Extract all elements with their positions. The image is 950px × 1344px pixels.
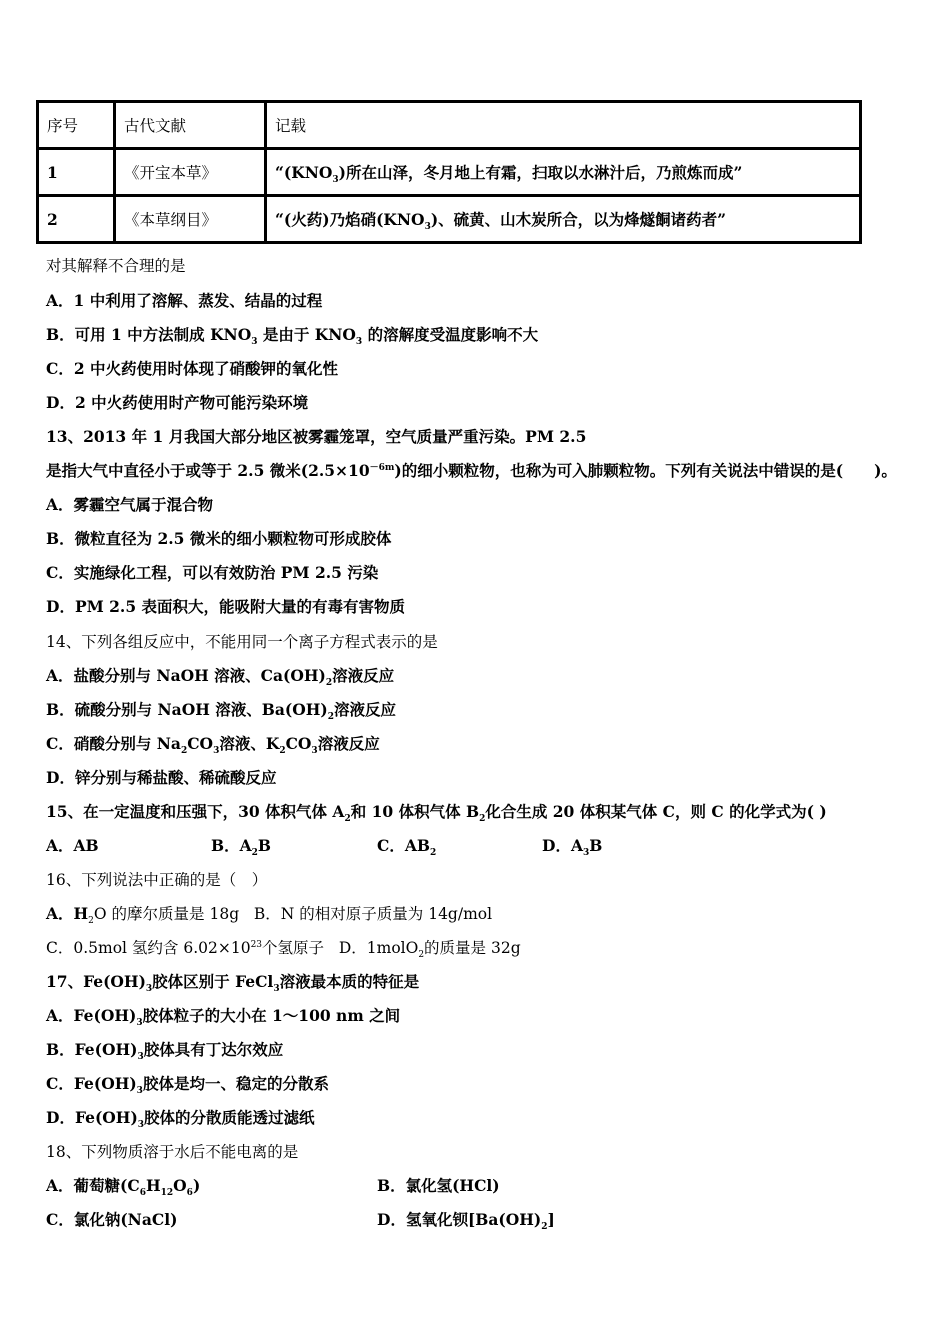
q17-option-b: B．$Fe(OH)_3$胶体具有丁达尔效应 [46,1040,284,1063]
q17-option-c: C．$Fe(OH)_3$胶体是均一、稳定的分散系 [46,1074,329,1097]
q18-option-c: C．氯化钠(NaCl) [46,1210,178,1229]
header-book: 古代文献 [115,102,266,149]
q12-option-a: A．1 中利用了溶解、蒸发、结晶的过程 [46,291,323,310]
q14-stem: 14、下列各组反应中，不能用同一个离子方程式表示的是 [46,633,438,651]
q14-option-a: A．盐酸分别与 NaOH 溶液、$Ca(OH)_2$溶液反应 [46,666,395,689]
q13-option-a: A．雾霾空气属于混合物 [46,495,214,514]
header-record: 记载 [266,102,861,149]
q12-option-d: D．2 中火药使用时产物可能污染环境 [46,393,309,412]
q15-option-d: D．$A_3B$ [542,836,603,859]
q16-options-cd: C．0.5mol 氢约含 $6.02\times 10^{23}$个氢原子 D．1molO$_2$的质量是 32g [46,939,521,961]
table-row [38,149,861,196]
q18-option-a: A．葡萄糖$(C_6H_{12}O_6)$ [46,1176,201,1199]
q13-option-d: D．PM 2.5 表面积大，能吸附大量的有毒有害物质 [46,597,406,616]
q13-stem: 13、2013 年 1 月我国大部分地区被雾霾笼罩，空气质量严重污染。PM 2.5 [46,427,587,446]
row-no: 2 [38,196,115,243]
q14-option-c: C．硝酸分别与 $Na_2CO_3$溶液、$K_2CO_3$溶液反应 [46,734,380,757]
q17-option-d: D．$Fe(OH)_3$胶体的分散质能透过滤纸 [46,1108,315,1131]
row-no: 1 [38,149,115,196]
q17-option-a: A．$Fe(OH)_3$胶体粒子的大小在 1～100 nm 之间 [46,1006,401,1029]
q13-stem-continued: 是指大气中直径小于或等于 2.5 微米$(2.5\times 10^{-6m})$的细小颗粒物，也称为可入肺颗粒物。下列有关说法中错误的是( )。 [46,461,897,480]
row-book: 《本草纲目》 [115,196,266,243]
q15-stem: 15、在一定温度和压强下，30 体积气体 $A_2$和 10 体积气体 $B_2$化合生成 20 体积某气体 C，则 C 的化学式为( ) [46,802,827,825]
row-record: “(火药)乃焰硝$(KNO_3)$、硫黄、山木炭所合，以为烽燧餇诸药者” [266,196,861,243]
q18-option-d: D．氢氧化钡$[Ba(OH)_2]$ [377,1210,555,1233]
q16-options-ab: A．$H_2O$ 的摩尔质量是 18g B．N 的相对原子质量为 14g/mol [46,904,493,927]
q13-option-b: B．微粒直径为 2.5 微米的细小颗粒物可形成胶体 [46,529,392,548]
q13-option-c: C．实施绿化工程，可以有效防治 PM 2.5 污染 [46,563,379,582]
q12-option-b: B．可用 1 中方法制成 $KNO_3$ 是由于 $KNO_3$ 的溶解度受温度影响不大 [46,325,539,348]
row-book: 《开宝本草》 [115,149,266,196]
q15-option-a: A．AB [46,836,99,855]
q15-option-b: B．$A_2B$ [211,836,272,859]
q17-stem: 17、$Fe(OH)_3$胶体区别于 FeCl$_3$溶液最本质的特征是 [46,972,420,995]
q16-stem: 16、下列说法中正确的是（ ） [46,871,268,889]
q12-stem: 对其解释不合理的是 [46,257,186,275]
q18-option-b: B．氯化氢(HCl) [377,1176,500,1195]
q18-stem: 18、下列物质溶于水后不能电离的是 [46,1143,299,1161]
q15-option-c: C．$AB_2$ [377,836,437,859]
q14-option-b: B．硫酸分别与 NaOH 溶液、$Ba(OH)_2$溶液反应 [46,700,396,723]
q12-option-c: C．2 中火药使用时体现了硝酸钾的氧化性 [46,359,339,378]
header-no: 序号 [38,102,115,149]
q14-option-d: D．锌分别与稀盐酸、稀硫酸反应 [46,768,277,787]
source-table [36,100,862,244]
row-record: “$(KNO_3)$所在山泽，冬月地上有霜，扫取以水淋汁后，乃煎炼而成” [266,149,861,196]
table-header-row [38,102,861,149]
table-row [38,196,861,243]
